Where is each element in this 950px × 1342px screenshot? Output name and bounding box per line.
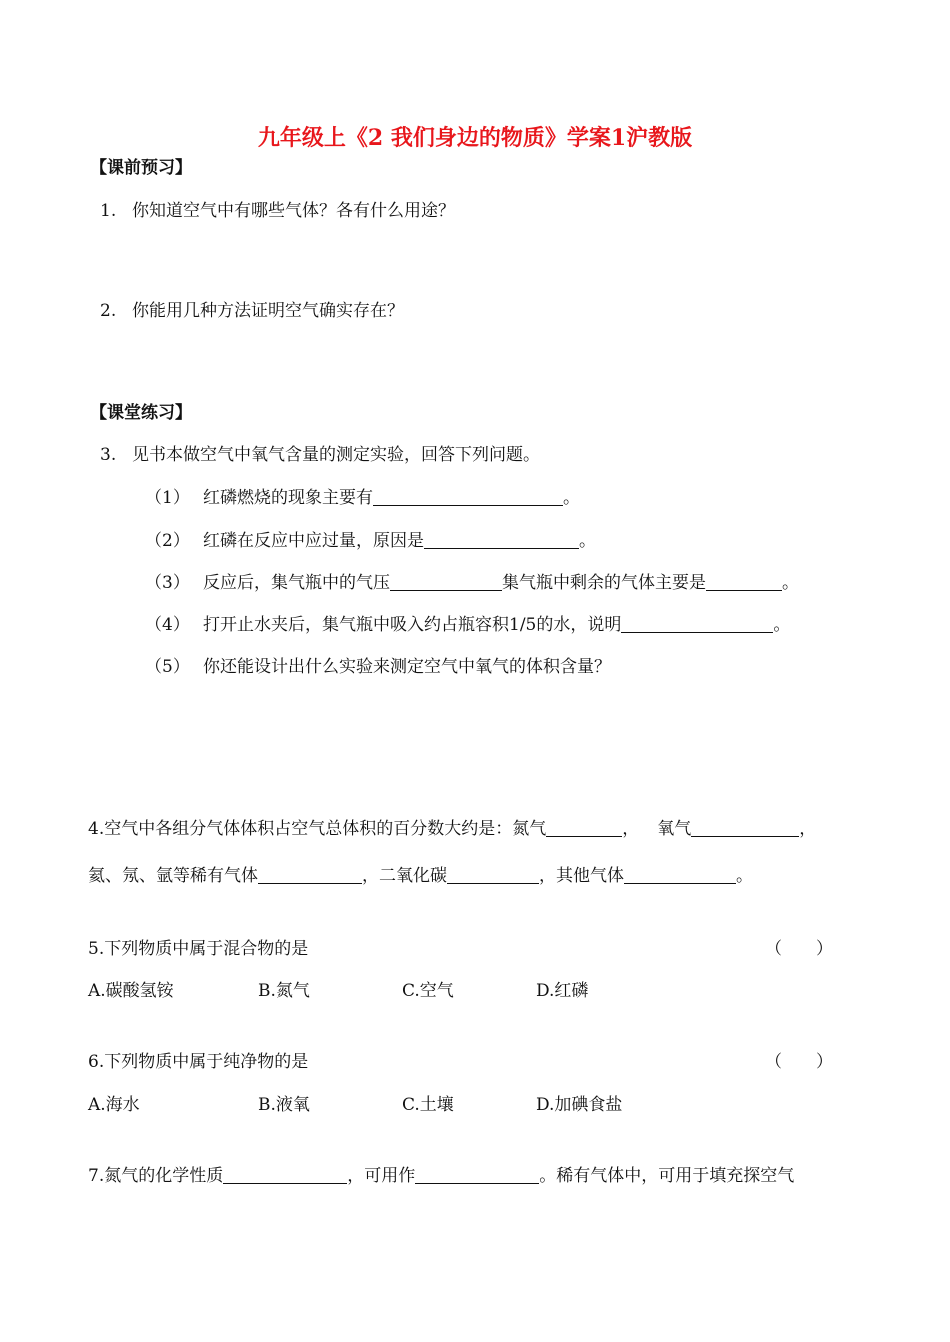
sub-text: 红磷燃烧的现象主要有 [203,488,373,508]
answer-blank[interactable] [390,572,502,591]
question-5: 5.下列物质中属于混合物的是 [88,939,309,959]
question-text: 氦、氖、氩等稀有气体 [88,866,258,886]
answer-blank[interactable] [447,865,539,884]
punctuation: 。 [579,531,596,551]
question-text: ，其他气体 [539,866,624,886]
answer-blank[interactable] [621,614,773,633]
question-text: 。稀有气体中，可用于填充探空气 [539,1166,795,1186]
punctuation: 。 [563,488,580,508]
option-c[interactable]: C.土壤 [402,1095,454,1115]
answer-blank[interactable] [424,530,579,549]
sub-label: （1） [145,488,190,508]
question-number: 3. [100,445,117,465]
sub-label: （5） [145,657,190,677]
question-number: 2. [100,301,117,321]
answer-blank[interactable] [223,1165,347,1184]
sub-text: 你还能设计出什么实验来测定空气中氧气的体积含量？ [203,657,611,677]
option-b[interactable]: B.液氧 [258,1095,310,1115]
option-d[interactable]: D.红磷 [536,981,589,1001]
question-3 [100,444,540,466]
sub-question-1 [145,487,580,509]
question-text: ，可用作 [347,1166,416,1186]
option-a[interactable]: A.碳酸氢铵 [88,981,174,1001]
sub-text: 打开止水夹后，集气瓶中吸入约占瓶容积1/5的水，说明 [203,615,622,635]
question-6-options [88,1094,788,1116]
question-text: ，二氧化碳 [362,866,447,886]
question-1 [100,200,455,222]
question-text: 见书本做空气中氧气含量的测定实验，回答下列问题。 [132,445,540,465]
sub-question-3 [145,572,799,594]
question-4-line-1 [88,818,816,840]
question-6: 6.下列物质中属于纯净物的是 [88,1052,309,1072]
question-7 [88,1165,794,1187]
answer-blank[interactable] [706,572,782,591]
question-number: 1. [100,201,117,221]
section-practice-heading: 【课堂练习】 [90,403,192,423]
sub-text: 集气瓶中剩余的气体主要是 [502,573,706,593]
punctuation: ， [799,819,817,839]
question-4-line-2 [88,865,753,887]
question-text: 4.空气中各组分气体体积占空气总体积的百分数大约是：氮气 [88,819,547,839]
answer-parentheses[interactable]: （ ） [765,939,833,959]
answer-blank[interactable] [691,818,799,837]
answer-blank[interactable] [546,818,622,837]
answer-blank[interactable] [373,487,563,506]
punctuation: 。 [736,866,753,886]
question-text: 你能用几种方法证明空气确实存在？ [132,301,404,321]
section-preview-heading: 【课前预习】 [90,158,192,178]
option-d[interactable]: D.加碘食盐 [536,1095,623,1115]
punctuation: 。 [782,573,799,593]
option-b[interactable]: B.氮气 [258,981,310,1001]
sub-label: （4） [145,615,190,635]
answer-parentheses[interactable]: （ ） [765,1052,833,1072]
question-2 [100,300,404,322]
question-5-options [88,980,788,1002]
page-title: 九年级上《2 我们身边的物质》学案1沪教版 [257,125,693,151]
answer-blank[interactable] [415,1165,539,1184]
punctuation: 。 [773,615,791,635]
sub-label: （3） [145,573,190,593]
sub-question-5 [145,656,611,678]
punctuation: ， [622,819,640,839]
answer-blank[interactable] [624,865,736,884]
answer-blank[interactable] [258,865,362,884]
sub-label: （2） [145,531,190,551]
sub-question-2 [145,530,596,552]
question-text: 7.氮气的化学性质 [88,1166,224,1186]
option-a[interactable]: A.海水 [88,1095,140,1115]
question-text: 氧气 [657,819,692,839]
sub-text: 反应后，集气瓶中的气压 [203,573,390,593]
sub-question-4 [145,614,790,636]
option-c[interactable]: C.空气 [402,981,454,1001]
question-text: 你知道空气中有哪些气体？各有什么用途？ [132,201,455,221]
sub-text: 红磷在反应中应过量，原因是 [203,531,424,551]
